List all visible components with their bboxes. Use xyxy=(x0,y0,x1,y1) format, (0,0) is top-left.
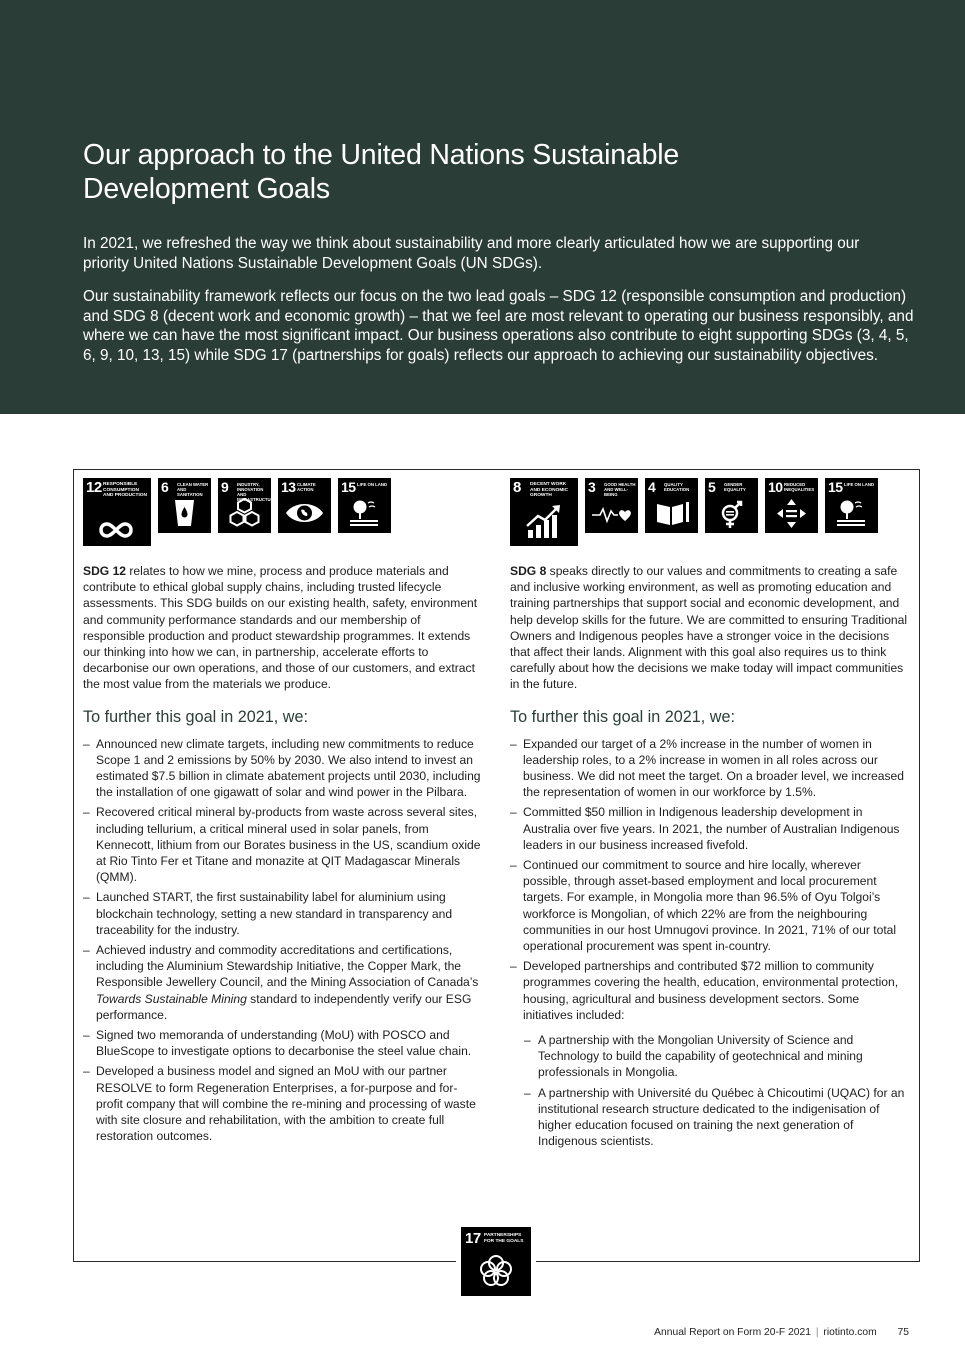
sdg-label: LIFE ON LAND xyxy=(844,482,875,487)
sdg-number: 17 xyxy=(465,1230,481,1247)
sdg-number: 8 xyxy=(513,479,521,496)
sdg-4-tile xyxy=(645,478,698,533)
sdg12-intro xyxy=(83,563,483,693)
sdg-label: CLEAN WATER AND SANITATION xyxy=(177,482,209,497)
sdg-3-tile xyxy=(585,478,638,533)
sdg-number: 10 xyxy=(768,479,783,495)
gender-icon xyxy=(705,478,758,533)
sdg-15-tile xyxy=(825,478,878,533)
report-title: Annual Report on Form 20-F 2021 xyxy=(654,1327,811,1338)
sdg-label: QUALITY EDUCATION xyxy=(664,482,690,492)
right-sdg-icons xyxy=(510,478,878,546)
left-sdg-icons xyxy=(83,478,391,546)
list-item: – Continued our commitment to source and hire locally, wherever possible, through asset-based employment and local procurement targets. For example, in Mongolia more than 96.5% of Oyu Tolgoi’s workforce is Mongolian, of which 22% are from the neighbouring communities in our host Umnugovi province. In 2021, 71% of our total operational procurement was spent in-country. xyxy=(510,857,910,954)
page-footer xyxy=(654,1327,909,1338)
sub-list-item: – A partnership with Université du Québec à Chicoutimi (UQAC) for an institutional research structure dedicated to the indigenisation of higher education focused on training the next generation of Indigenous scientists. xyxy=(524,1085,910,1150)
growth-chart-icon xyxy=(510,478,578,546)
page-title-line-1: Our approach to the United Nations Sustainable xyxy=(83,139,680,171)
sdg12-heading: To further this goal in 2021, we: xyxy=(83,707,308,726)
accreditation-standard: Towards Sustainable Mining xyxy=(96,991,247,1006)
sdg-number: 15 xyxy=(341,479,356,495)
list-item: – Expanded our target of a 2% increase in the number of women in leadership roles, to a 2% increase in women in all roles across our business. We did not meet the target. On a broader level, we increased the representation of women in our workforce by 1.5%. xyxy=(510,736,910,801)
sdg12-bullets xyxy=(83,736,483,1145)
initiatives-list xyxy=(523,1032,910,1149)
sdg-label: RESPONSIBLE CONSUMPTION AND PRODUCTION xyxy=(103,482,147,499)
sdg-number: 15 xyxy=(828,479,843,495)
sdg-10-tile xyxy=(765,478,818,533)
sdg-number: 6 xyxy=(161,479,169,495)
page-title-line-2: Development Goals xyxy=(83,173,330,205)
list-item: – Announced new climate targets, including new commitments to reduce Scope 1 and 2 emissions by 50% by 2030. We also intend to invest an estimated $7.5 billion in climate abatement projects until 2030, including the installation of one gigawatt of solar and wind power in the Pilbara. xyxy=(83,736,483,801)
sdg8-bullets xyxy=(510,736,910,1150)
sdg12-intro-text: relates to how we mine, process and produce materials and contribute to ethical global supply chains, including trusted lifecycle assessments. This SDG builds on our existing health, safety, environment and community performance standards and our membership of responsible production and product stewardship programmes. It extends our thinking into how we can, in partnership, accelerate efforts to decarbonise our own operations, and those of our customers, and extract the most value from the materials we produce. xyxy=(83,564,478,692)
sdg12-column xyxy=(83,563,483,1149)
list-item: – Recovered critical mineral by-products from waste across several sites, including tellurium, a critical mineral used in solar panels, from Kennecott, lithium from our Borates business in the US, scandium oxide at Rio Tinto Fer et Titane and monazite at QIT Madagascar Minerals (QMM). xyxy=(83,804,483,885)
list-item xyxy=(510,958,910,1149)
sdg-label: GOOD HEALTH AND WELL-BEING xyxy=(604,482,636,497)
sdg-label: PARTNERSHIPS FOR THE GOALS xyxy=(484,1233,524,1244)
sdg8-column xyxy=(510,563,910,1154)
infinity-icon xyxy=(83,478,151,546)
sdg-number: 9 xyxy=(221,479,229,495)
list-item: – Developed a business model and signed an MoU with our partner RESOLVE to form Regeneration Enterprises, a for-purpose and for-profit company that will combine the re-mining and processing of waste with site closure and rehabilitation, with the ambition to create full restoration outcomes. xyxy=(83,1063,483,1144)
sdg12-label: SDG 12 xyxy=(83,564,127,578)
sdg-9-tile xyxy=(218,478,277,533)
sub-list-item: – A partnership with the Mongolian University of Science and Technology to build the capability of geotechnical and mining professionals in Mongolia. xyxy=(524,1032,910,1081)
sdg-number: 4 xyxy=(648,479,656,495)
sdg-label: DECENT WORK AND ECONOMIC GROWTH xyxy=(530,482,569,499)
sdg8-intro-text: speaks directly to our values and commitments to creating a safe and inclusive working environment, as well as promoting education and training partnerships that support social and economic development, and help develop skills for the future. We are committed to ensuring Traditional Owners and Indigenous peoples have a stronger voice in the decisions that affect their lands. Alignment with this goal also requires us to think carefully about how the decisions we make today will impact communities in the future. xyxy=(510,564,908,692)
page-number: 75 xyxy=(897,1327,909,1338)
sdg-15-tile xyxy=(338,478,391,533)
water-glass-icon xyxy=(158,478,211,533)
footer-separator: | xyxy=(815,1327,819,1338)
partnerships-text: Developed partnerships and contributed $72 million to community programmes covering the health, education, environmental protection, housing, agricultural and business development sectors. Some initiatives included: xyxy=(523,959,899,1022)
list-item: – Signed two memoranda of understanding (MoU) with POSCO and BlueScope to investigate options to decarbonise the steel value chain. xyxy=(83,1027,483,1059)
sdg-label: LIFE ON LAND xyxy=(357,482,388,487)
hero-banner xyxy=(0,0,965,414)
sdg-number: 12 xyxy=(86,479,102,496)
equality-icon xyxy=(765,478,818,533)
eye-globe-icon xyxy=(278,478,331,533)
sdg-8-tile xyxy=(510,478,578,546)
sdg-number: 5 xyxy=(708,479,716,495)
partnership-rings-icon xyxy=(478,1253,514,1289)
sdg-6-tile xyxy=(158,478,211,533)
sdg8-label: SDG 8 xyxy=(510,564,547,578)
sdg8-intro xyxy=(510,563,910,693)
sdg-label: GENDER EQUALITY xyxy=(724,482,746,492)
sdg-5-tile xyxy=(705,478,758,533)
sdg-17-tile xyxy=(461,1227,531,1296)
website-link[interactable]: riotinto.com xyxy=(823,1327,877,1338)
page-title xyxy=(83,138,783,206)
hero-paragraph-1: In 2021, we refreshed the way we think about sustainability and more clearly articulated how we are supporting our priority United Nations Sustainable Development Goals (UN SDGs). xyxy=(83,235,860,272)
list-item: – Launched START, the first sustainability label for aluminium using blockchain technology, setting a new standard in transparency and traceability for the industry. xyxy=(83,889,483,938)
accreditation-text: Achieved industry and commodity accreditations and certifications, including the Aluminium Stewardship Initiative, the Copper Mark, the Responsible Jewellery Council, and the Mining Association of Canada’s xyxy=(96,943,479,990)
book-icon xyxy=(645,478,698,533)
sdg-label: REDUCED INEQUALITIES xyxy=(784,482,815,492)
heartbeat-icon xyxy=(585,478,638,533)
sdg-number: 13 xyxy=(281,479,296,495)
sdg-13-tile xyxy=(278,478,331,533)
tree-icon xyxy=(825,478,878,533)
sdg-number: 3 xyxy=(588,479,596,495)
sdg-label: INDUSTRY, INNOVATION AND INFRASTRUCTURE xyxy=(237,482,277,502)
accreditation-text-end: standard to independently verify our ESG performance. xyxy=(96,991,472,1022)
sdg-label: CLIMATE ACTION xyxy=(297,482,316,492)
sdg8-heading: To further this goal in 2021, we: xyxy=(510,707,735,726)
cubes-icon xyxy=(218,478,277,533)
sdg-12-tile xyxy=(83,478,151,546)
hero-paragraph-2: Our sustainability framework reflects our focus on the two lead goals – SDG 12 (responsible consumption and production) and SDG 8 (decent work and economic growth) – that we feel are most relevant to operating our business responsibly, and where we can have the most significant impact. Our business operations also contribute to eight supporting SDGs (3, 4, 5, 6, 9, 10, 13, 15) while SDG 17 (partnerships for goals) reflects our approach to achieving our sustainability objectives. xyxy=(83,288,914,364)
list-item: – Committed $50 million in Indigenous leadership development in Australia over five years. In 2021, the number of Australian Indigenous leaders in our business increased fivefold. xyxy=(510,804,910,853)
list-item xyxy=(83,942,483,1023)
tree-icon xyxy=(338,478,391,533)
